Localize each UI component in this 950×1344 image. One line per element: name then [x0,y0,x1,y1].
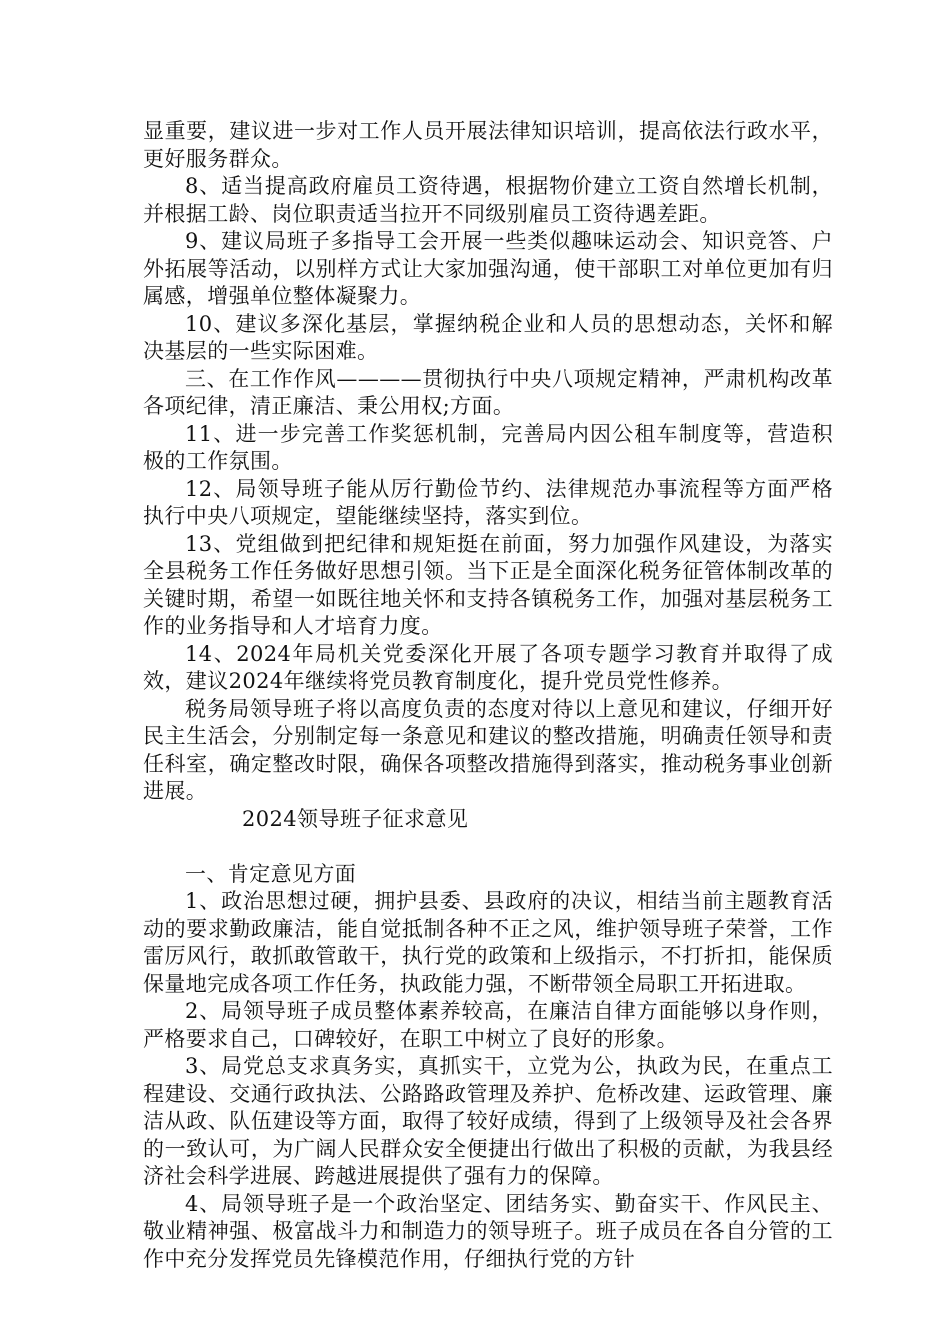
paragraph: 3、局党总支求真务实，真抓实干，立党为公，执政为民，在重点工程建设、交通行政执法、公路路政管理及养护、危桥改建、运政管理、廉洁从政、队伍建设等方面，取得了较好成绩，得到了上级领导及社会各界的一致认可，为广阔人民群众安全便捷出行做出了积极的贡献，为我县经济社会科学进展、跨越进展提供了强有力的保障。 [143,1054,833,1188]
paragraph: 1、政治思想过硬，拥护县委、县政府的决议，相结当前主题教育活动的要求勤政廉洁，能自觉抵制各种不正之风，维护领导班子荣誉，工作雷厉风行，敢抓敢管敢干，执行党的政策和上级指示，不打折扣，能保质保量地完成各项工作任务，执政能力强，不断带领全局职工开拓进取。 [143,889,833,996]
paragraph: 税务局领导班子将以高度负责的态度对待以上意见和建议，仔细开好民主生活会，分别制定每一条意见和建议的整改措施，明确责任领导和责任科室，确定整改时限，确保各项整改措施得到落实，推动税务事业创新进展。 [143,696,833,803]
document-title: 2024领导班子征求意见 [242,806,469,831]
paragraph: 11、进一步完善工作奖惩机制，完善局内因公租车制度等，营造积极的工作氛围。 [143,421,833,473]
paragraph: 8、适当提高政府雇员工资待遇，根据物价建立工资自然增长机制，并根据工龄、岗位职责适当拉开不同级别雇员工资待遇差距。 [143,174,833,226]
section-heading: 三、在工作作风————贯彻执行中央八项规定精神，严肃机构改革各项纪律，清正廉洁、秉公用权;方面。 [143,366,833,418]
paragraph: 10、建议多深化基层，掌握纳税企业和人员的思想动态，关怀和解决基层的一些实际困难。 [143,311,833,363]
paragraph: 14、2024年局机关党委深化开展了各项专题学习教育并取得了成效，建议2024年继续将党员教育制度化，提升党员党性修养。 [143,641,833,693]
paragraph: 4、局领导班子是一个政治坚定、团结务实、勤奋实干、作风民主、敬业精神强、极富战斗力和制造力的领导班子。班子成员在各自分管的工作中充分发挥党员先锋模范作用，仔细执行党的方针 [143,1191,833,1271]
paragraph: 13、党组做到把纪律和规矩挺在前面，努力加强作风建设，为落实全县税务工作任务做好思想引领。当下正是全面深化税务征管体制改革的关键时期，希望一如既往地关怀和支持各镇税务工作，加强对基层税务工作的业务指导和人才培育力度。 [143,531,833,638]
paragraph: 9、建议局班子多指导工会开展一些类似趣味运动会、知识竞答、户外拓展等活动，以别样方式让大家加强沟通，使干部职工对单位更加有归属感，增强单位整体凝聚力。 [143,229,833,308]
paragraph: 显重要，建议进一步对工作人员开展法律知识培训，提高依法行政水平，更好服务群众。 [143,119,833,171]
paragraph: 2、局领导班子成员整体素养较高，在廉洁自律方面能够以身作则，严格要求自己，口碑较好，在职工中树立了良好的形象。 [143,999,833,1051]
section-heading: 一、肯定意见方面 [185,861,357,886]
document-page [143,118,833,1273]
paragraph: 12、局领导班子能从厉行勤俭节约、法律规范办事流程等方面严格执行中央八项规定，望能继续坚持，落实到位。 [143,476,833,528]
